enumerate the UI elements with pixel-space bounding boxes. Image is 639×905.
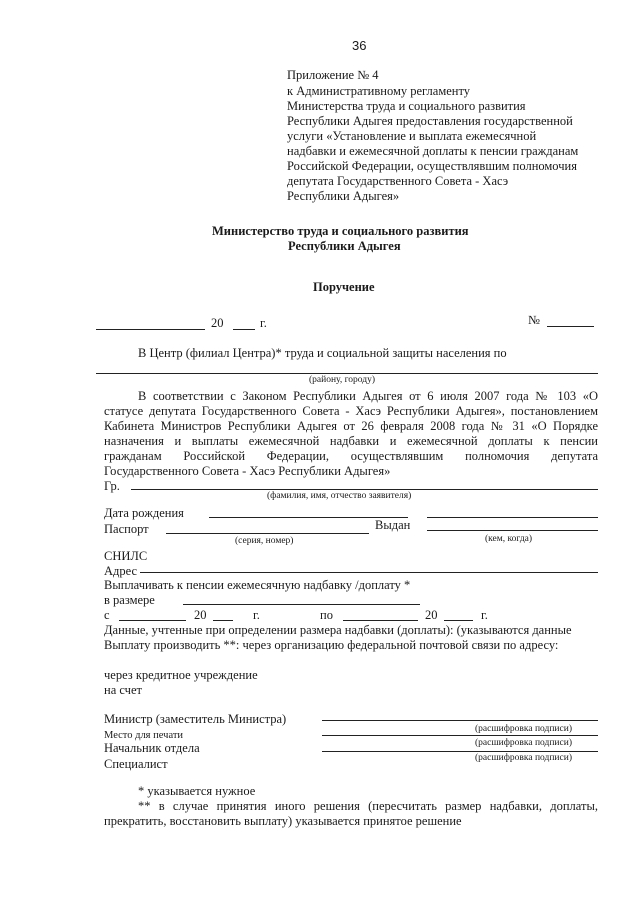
year-field[interactable] xyxy=(233,329,255,330)
minister-label: Министр (заместитель Министра) xyxy=(104,712,287,726)
note-2-last: прекратить, восстановить выплату) указывается принятое решение xyxy=(104,814,462,828)
period-year2-prefix: 20 xyxy=(425,608,438,622)
period-year2-suffix: г. xyxy=(481,608,488,622)
body-line: В соответствии с Законом Республики Адыгея от 6 июля 2007 года № 103 «О xyxy=(138,389,598,403)
passport-hint: (серия, номер) xyxy=(235,536,294,546)
specialist-label: Специалист xyxy=(104,757,168,771)
number-field[interactable] xyxy=(547,326,594,327)
head-label: Начальник отдела xyxy=(104,741,200,755)
body-line: Кабинета Министров Республики Адыгея от 26 февраля 2008 года № 31 «О Порядке xyxy=(104,419,598,433)
document-title: Поручение xyxy=(313,280,375,294)
year-suffix: г. xyxy=(260,316,267,330)
appendix-line: надбавки и ежемесячной доплаты к пенсии гражданам xyxy=(287,144,579,158)
pay-line: Выплачивать к пенсии ежемесячную надбавку /доплату * xyxy=(104,578,411,592)
appendix-line: услуги «Установление и выплата ежемесячной xyxy=(287,129,537,143)
citizen-hint: (фамилия, имя, отчество заявителя) xyxy=(267,491,412,501)
specialist-signature-hint: (расшифровка подписи) xyxy=(475,753,572,763)
appendix-line: Российской Федерации, осуществлявшим полномочия xyxy=(287,159,577,173)
period-year2-field[interactable] xyxy=(444,620,473,621)
appendix-line: депутата Государственного Совета - Хасэ xyxy=(287,174,509,188)
citizen-label: Гр. xyxy=(104,479,120,493)
ministry-title: Министерство труда и социального развития xyxy=(212,224,469,238)
period-from-field[interactable] xyxy=(119,620,186,621)
center-line: В Центр (филиал Центра)* труда и социальной защиты населения по xyxy=(138,346,507,360)
birth-date-label: Дата рождения xyxy=(104,506,184,520)
appendix-line: к Административному регламенту xyxy=(287,84,471,98)
number-label: № xyxy=(528,313,540,327)
body-line: гражданам Российской Федерации, осуществлявшим полномочия депутата xyxy=(104,449,598,463)
period-to-field[interactable] xyxy=(343,620,418,621)
amount-field[interactable] xyxy=(183,604,420,605)
appendix-line: Приложение № 4 xyxy=(287,68,379,82)
period-year1-field[interactable] xyxy=(213,620,233,621)
body-line: статусе депутата Государственного Совета - Хасэ Республики Адыгея», постановлением xyxy=(104,404,598,418)
credit-line: через кредитное учреждение xyxy=(104,668,258,682)
snils-label: СНИЛС xyxy=(104,549,148,563)
page-number: 36 xyxy=(352,38,367,53)
head-signature-field[interactable] xyxy=(322,735,598,736)
data-line: Данные, учтенные при определении размера надбавки (доплаты): (указываются данные xyxy=(104,623,572,637)
minister-signature-field[interactable] xyxy=(322,720,598,721)
minister-signature-hint: (расшифровка подписи) xyxy=(475,724,572,734)
district-hint: (району, городу) xyxy=(309,375,375,385)
appendix-line: Республики Адыгея» xyxy=(287,189,400,203)
district-field[interactable] xyxy=(96,373,598,374)
period-year1-suffix: г. xyxy=(253,608,260,622)
passport-label: Паспорт xyxy=(104,522,149,536)
appendix-line: Министерства труда и социального развития xyxy=(287,99,526,113)
passport-field[interactable] xyxy=(166,533,369,534)
issued-field[interactable] xyxy=(427,530,598,531)
citizen-name-field[interactable] xyxy=(131,489,598,490)
payout-line: Выплату производить **: через организацию федеральной почтовой связи по адресу: xyxy=(104,638,559,652)
body-line: назначения и выплаты ежемесячной надбавки и ежемесячной доплаты к пенсии xyxy=(104,434,598,448)
head-signature-hint: (расшифровка подписи) xyxy=(475,738,572,748)
seal-label: Место для печати xyxy=(104,730,184,741)
period-from-label: с xyxy=(104,608,110,622)
specialist-signature-field[interactable] xyxy=(322,751,598,752)
appendix-line: Республики Адыгея предоставления государственной xyxy=(287,114,573,128)
body-line-last: Государственного Совета - Хасэ Республики Адыгея» xyxy=(104,464,391,478)
amount-label: в размере xyxy=(104,593,155,607)
period-to-label: по xyxy=(320,608,333,622)
date-day-month-field[interactable] xyxy=(96,329,205,330)
birth-date-extra-field[interactable] xyxy=(427,517,598,518)
address-label: Адрес xyxy=(104,564,138,578)
account-line: на счет xyxy=(104,683,142,697)
note-2: ** в случае принятия иного решения (пересчитать размер надбавки, доплаты, xyxy=(138,799,598,813)
note-1: * указывается нужное xyxy=(138,784,256,798)
issued-hint: (кем, когда) xyxy=(485,534,533,544)
period-year1-prefix: 20 xyxy=(194,608,207,622)
issued-label: Выдан xyxy=(375,518,411,532)
year-prefix: 20 xyxy=(211,316,224,330)
ministry-title-line2: Республики Адыгея xyxy=(288,239,401,253)
address-field[interactable] xyxy=(140,572,598,573)
